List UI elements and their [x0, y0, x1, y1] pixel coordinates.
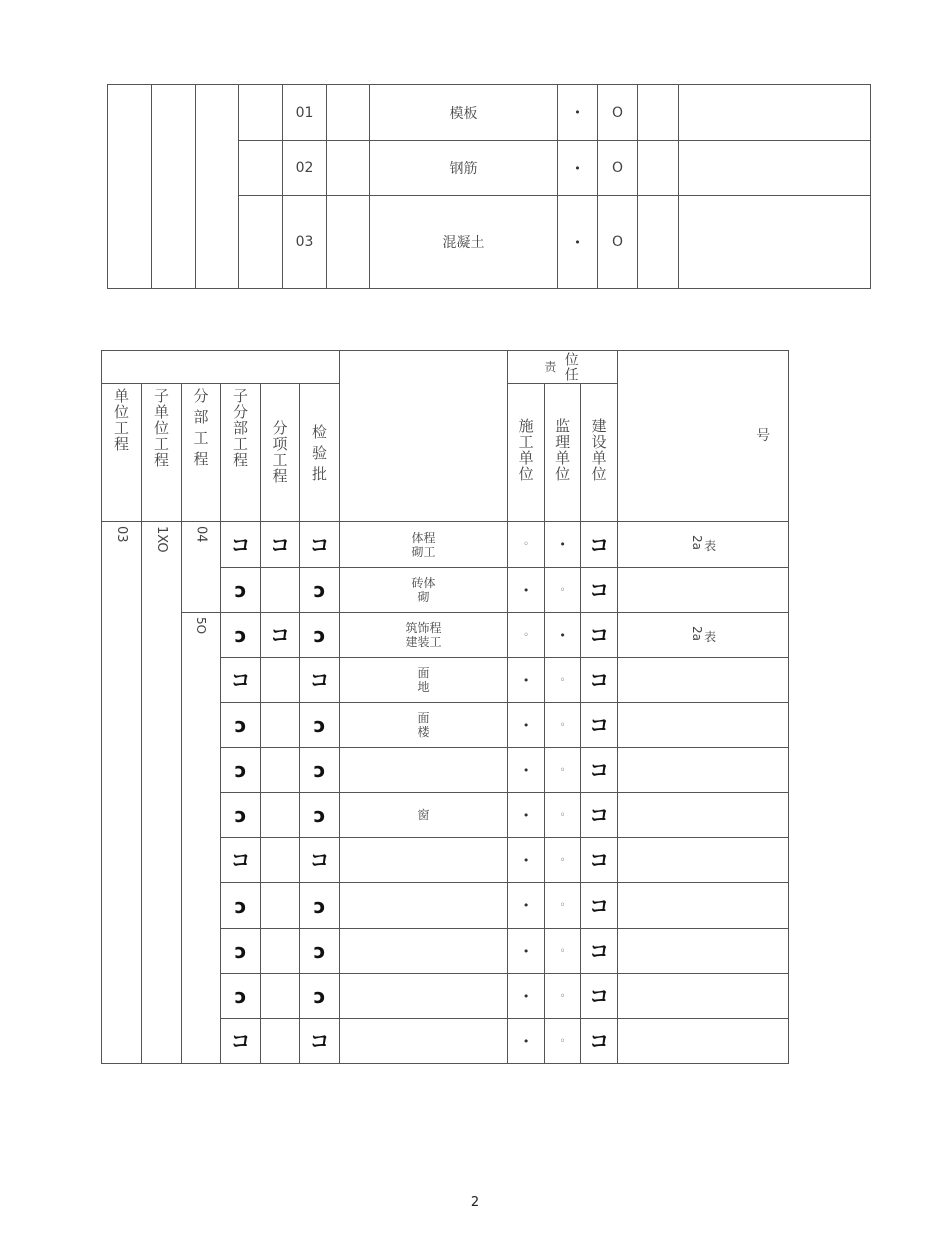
mark-cell: • [508, 883, 545, 929]
item-name-line: 砌工 [411, 544, 436, 559]
table-row [108, 85, 871, 141]
empty-cell [102, 351, 340, 384]
item-name-line: 体程 [411, 530, 436, 545]
inspection-lot-label: 检验批 [310, 424, 329, 487]
responsibility-label-a: 责 [544, 360, 557, 374]
division-code: 5O [194, 617, 208, 635]
item-name-cell [340, 703, 508, 748]
check-box-glyph: コ [221, 1019, 261, 1064]
ref-code: 2a [690, 535, 705, 550]
item-name: 混凝土 [370, 196, 558, 289]
ref-cell [618, 793, 789, 838]
division-code-cell [182, 613, 221, 1064]
check-box-glyph: ɔ [300, 613, 340, 658]
mark-cell: ◦ [545, 929, 581, 974]
table-row [102, 522, 789, 568]
check-box-glyph: ɔ [300, 703, 340, 748]
check-box-glyph: ɔ [221, 929, 261, 974]
check-box-glyph: コ [221, 658, 261, 703]
check-box-glyph: ɔ [221, 568, 261, 613]
check-box-glyph: コ [300, 522, 340, 568]
check-box-glyph: コ [300, 1019, 340, 1064]
check-box-glyph [261, 974, 300, 1019]
mark-cell: • [508, 703, 545, 748]
check-box-glyph: コ [581, 658, 618, 703]
check-box-glyph: コ [581, 748, 618, 793]
item-name-cell [340, 1019, 508, 1064]
check-box-glyph: ɔ [221, 703, 261, 748]
ref-cell [618, 838, 789, 883]
mark-cell: ◦ [508, 613, 545, 658]
check-box-glyph: コ [300, 658, 340, 703]
empty-cell [638, 141, 679, 196]
check-box-glyph: ɔ [300, 748, 340, 793]
item-name-cell [340, 883, 508, 929]
ref-cell [618, 748, 789, 793]
ref-label: 表 [704, 539, 717, 553]
check-box-glyph [261, 883, 300, 929]
ref-cell [618, 929, 789, 974]
supervision-unit-header [545, 384, 581, 522]
ref-cell [618, 974, 789, 1019]
item-name: 模板 [370, 85, 558, 141]
sub-division-label: 子分部工程 [231, 388, 249, 468]
check-box-glyph: ɔ [300, 568, 340, 613]
item-name-line: 砖体 [411, 576, 436, 590]
item-name-line: 建装工 [405, 635, 442, 649]
mark-cell: • [545, 522, 581, 568]
item-name-line: 面 [417, 666, 430, 680]
ref-cell [618, 522, 789, 568]
check-box-glyph [261, 748, 300, 793]
item-name-cell [340, 793, 508, 838]
item-name-cell [340, 748, 508, 793]
mark-cell: • [508, 568, 545, 613]
check-box-glyph: コ [581, 1019, 618, 1064]
check-box-glyph: コ [581, 703, 618, 748]
ref-label: 表 [704, 629, 717, 644]
empty-cell [239, 196, 283, 289]
responsibility-label-b: 位任 [562, 352, 579, 382]
supervision-unit-label: 监理单位 [553, 418, 572, 482]
item-name-cell [340, 568, 508, 613]
check-box-glyph: コ [581, 793, 618, 838]
unit-code: 03 [114, 526, 129, 543]
mark-cell: ◦ [545, 883, 581, 929]
check-box-glyph: コ [581, 974, 618, 1019]
item-code: 01 [283, 85, 327, 141]
empty-cell [679, 141, 871, 196]
empty-cell [340, 351, 508, 522]
empty-cell [108, 85, 152, 289]
empty-cell [638, 85, 679, 141]
construction-unit-header [508, 384, 545, 522]
item-code: 02 [283, 141, 327, 196]
mark-circle: O [598, 141, 638, 196]
division-code-cell [182, 522, 221, 613]
check-box-glyph [261, 1019, 300, 1064]
item-name-cell [340, 929, 508, 974]
item-code: 03 [283, 196, 327, 289]
owner-unit-label: 建设单位 [589, 418, 608, 482]
empty-cell [679, 196, 871, 289]
ref-cell [618, 568, 789, 613]
division-header [182, 384, 221, 522]
check-box-glyph [261, 929, 300, 974]
check-box-glyph: ɔ [300, 883, 340, 929]
item-name-line: 面 [417, 711, 430, 725]
ref-cell [618, 1019, 789, 1064]
empty-cell [679, 85, 871, 141]
division-table [101, 350, 789, 1064]
item-name-cell [340, 974, 508, 1019]
check-box-glyph: コ [221, 838, 261, 883]
empty-cell [239, 141, 283, 196]
mark-dot: • [558, 196, 598, 289]
ref-cell [618, 883, 789, 929]
sub-unit-project-label: 子单位工程 [152, 388, 170, 468]
table-row [102, 613, 789, 658]
item-name-cell [340, 613, 508, 658]
ref-cell [618, 658, 789, 703]
sub-unit-code-cell [142, 522, 182, 1064]
empty-cell [327, 141, 370, 196]
item-name-cell [340, 522, 508, 568]
check-box-glyph: コ [221, 522, 261, 568]
check-box-glyph: コ [300, 838, 340, 883]
empty-cell [638, 196, 679, 289]
number-label: 号 [756, 428, 771, 444]
mark-circle: O [598, 85, 638, 141]
unit-code-cell [102, 522, 142, 1064]
ref-code: 2a [690, 625, 705, 641]
mark-cell: ◦ [545, 703, 581, 748]
check-box-glyph: ɔ [221, 793, 261, 838]
check-box-glyph: コ [581, 568, 618, 613]
check-box-glyph: ɔ [221, 974, 261, 1019]
empty-cell [196, 85, 239, 289]
mark-cell: • [508, 974, 545, 1019]
mark-cell: • [545, 613, 581, 658]
item-project-label: 分项工程 [270, 420, 289, 484]
check-box-glyph: ɔ [300, 793, 340, 838]
sub-unit-code: 1XO [154, 526, 169, 553]
check-box-glyph [261, 703, 300, 748]
check-box-glyph [261, 793, 300, 838]
item-name-line: 楼 [417, 725, 430, 739]
mark-cell: ◦ [508, 522, 545, 568]
empty-cell [327, 196, 370, 289]
mark-cell: • [508, 748, 545, 793]
item-name-cell [340, 838, 508, 883]
mark-cell: ◦ [545, 748, 581, 793]
mark-dot: • [558, 141, 598, 196]
item-name-line: 筑饰程 [405, 621, 442, 635]
item-name-line: 地 [417, 680, 430, 694]
mark-cell: ◦ [545, 974, 581, 1019]
check-box-glyph: ɔ [300, 929, 340, 974]
check-box-glyph: コ [581, 522, 618, 568]
mark-cell: • [508, 658, 545, 703]
empty-cell [327, 85, 370, 141]
mark-cell: • [508, 1019, 545, 1064]
owner-unit-header [581, 384, 618, 522]
item-project-header [261, 384, 300, 522]
unit-project-header [102, 384, 142, 522]
inspection-lot-header [300, 384, 340, 522]
header-row [102, 351, 789, 384]
item-name-line: 窗 [417, 808, 430, 822]
top-partial-table [107, 84, 871, 289]
mark-dot: • [558, 85, 598, 141]
mark-cell: • [508, 793, 545, 838]
check-box-glyph: コ [581, 929, 618, 974]
division-code: 04 [193, 526, 209, 543]
mark-cell: • [508, 929, 545, 974]
ref-cell [618, 703, 789, 748]
empty-cell [152, 85, 196, 289]
division-label: 分部工程 [191, 388, 210, 472]
check-box-glyph: コ [581, 883, 618, 929]
mark-cell: ◦ [545, 838, 581, 883]
mark-cell: • [508, 838, 545, 883]
check-box-glyph: コ [261, 613, 300, 658]
ref-cell [618, 613, 789, 658]
construction-unit-label: 施工单位 [516, 418, 535, 482]
page-number: 2 [470, 1195, 480, 1210]
check-box-glyph: ɔ [221, 883, 261, 929]
item-name: 钢筋 [370, 141, 558, 196]
empty-cell [239, 85, 283, 141]
unit-project-label: 单位工程 [112, 388, 130, 452]
check-box-glyph: ɔ [300, 974, 340, 1019]
check-box-glyph [261, 838, 300, 883]
check-box-glyph [261, 568, 300, 613]
number-header [618, 351, 789, 522]
responsibility-header [508, 351, 618, 384]
check-box-glyph: ɔ [221, 748, 261, 793]
mark-cell: ◦ [545, 568, 581, 613]
check-box-glyph: ɔ [221, 613, 261, 658]
mark-circle: O [598, 196, 638, 289]
check-box-glyph: コ [581, 613, 618, 658]
check-box-glyph [261, 658, 300, 703]
sub-division-header [221, 384, 261, 522]
mark-cell: ◦ [545, 1019, 581, 1064]
mark-cell: ◦ [545, 658, 581, 703]
sub-unit-project-header [142, 384, 182, 522]
item-name-cell [340, 658, 508, 703]
mark-cell: ◦ [545, 793, 581, 838]
item-name-line: 砌 [417, 590, 430, 604]
check-box-glyph: コ [261, 522, 300, 568]
check-box-glyph: コ [581, 838, 618, 883]
